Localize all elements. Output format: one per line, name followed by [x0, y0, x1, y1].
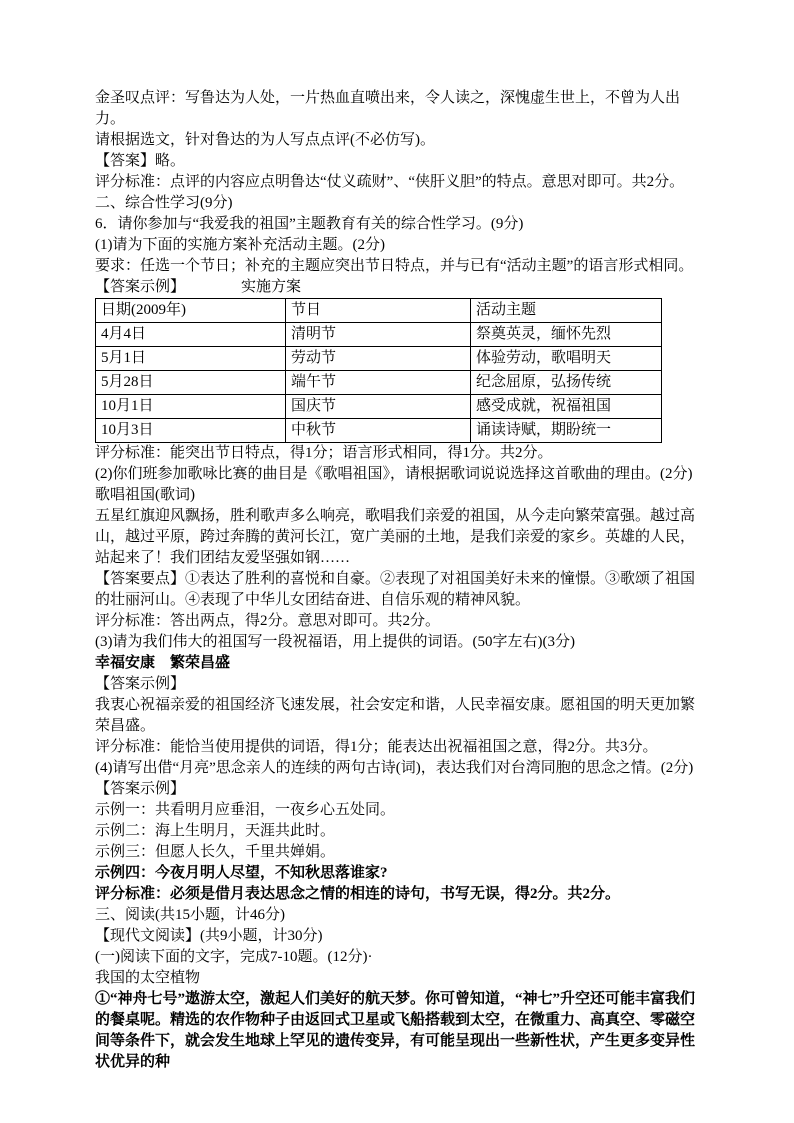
cell-festival: 清明节: [286, 323, 471, 347]
question-line: (3)请为我们伟大的祖国写一段祝福语，用上提供的词语。(50字左右)(3分): [95, 634, 575, 650]
section-heading: 二、综合性学习(9分): [95, 195, 233, 211]
scoring-standard-line: 评分标准：能突出节日特点，得1分；语言形式相同，得1分。共2分。: [95, 445, 553, 461]
cell-date: 5月28日: [96, 371, 286, 395]
header-cell-date: 日期(2009年): [96, 299, 286, 323]
answer-example-heading: [95, 277, 702, 298]
question-line: (2)你们班参加歌咏比赛的曲目是《歌唱祖国》，请根据歌词说说选择这首歌曲的理由。(2分): [95, 466, 693, 482]
answer-example-label: 【答案示例】: [95, 279, 186, 295]
section-subheading: 【现代文阅读】(共9小题，计30分): [95, 928, 323, 944]
table-row: [96, 347, 662, 371]
header-cell-festival: 节日: [286, 299, 471, 323]
scoring-standard-line: 评分标准：必须是借月表达思念之情的相连的诗句，书写无误，得2分。共2分。: [95, 886, 621, 902]
example-line: 示例三：但愿人长久，千里共婵娟。: [95, 844, 336, 860]
article-paragraph: ①“神舟七号”遨游太空，激起人们美好的航天梦。你可曾知道，“神七”升空还可能丰富我们的餐桌呢。精选的农作物种子由返回式卫星或飞船搭载到太空，在微重力、高真空、零磁空间等条件下，就会发生地球上罕见的遗传变异，有可能呈现出一些新性状，产生更多变异性状优异的种: [95, 991, 696, 1070]
cell-date: 10月3日: [96, 419, 286, 443]
cell-date: 10月1日: [96, 395, 286, 419]
reading-instruction-line: (一)阅读下面的文字，完成7-10题。(12分)·: [95, 949, 373, 965]
requirement-line: 要求：任选一个节日；补充的主题应突出节日特点，并与已有“活动主题”的语言形式相同。: [95, 258, 694, 274]
question-line: (1)请为下面的实施方案补充活动主题。(2分): [95, 237, 385, 253]
article-title: 我国的太空植物: [95, 970, 201, 986]
example-line: 示例四：今夜月明人尽望，不知秋思落谁家?: [95, 865, 388, 881]
cell-theme: 体验劳动，歌唱明天: [471, 347, 662, 371]
answer-paragraph: 我衷心祝福亲爱的祖国经济飞速发展，社会安定和谐，人民幸福安康。愿祖国的明天更加繁荣昌盛。: [95, 697, 696, 734]
example-line: 示例二：海上生明月，天涯共此时。: [95, 823, 336, 839]
implementation-plan-table: [95, 298, 662, 443]
song-title-line: 歌唱祖国(歌词): [95, 487, 195, 503]
cell-theme: 祭奠英灵，缅怀先烈: [471, 323, 662, 347]
text-line: 金圣叹点评：写鲁达为人处，一片热血直喷出来，令人读之，深愧虚生世上，不曾为人出力。: [95, 90, 681, 127]
cell-date: 4月4日: [96, 323, 286, 347]
answer-points-paragraph: 【答案要点】①表达了胜利的喜悦和自豪。②表现了对祖国美好未来的憧憬。③歌颂了祖国的壮丽河山。④表现了中华儿女团结奋进、自信乐观的精神风貌。: [95, 571, 696, 608]
scoring-standard-line: 评分标准：能恰当使用提供的词语，得1分；能表达出祝福祖国之意，得2分。共3分。: [95, 739, 658, 755]
example-line: 示例一：共看明月应垂泪，一夜乡心五处同。: [95, 802, 396, 818]
cell-theme: 纪念屈原，弘扬传统: [471, 371, 662, 395]
answer-label-line: 【答案】略。: [95, 153, 186, 169]
cell-festival: 国庆节: [286, 395, 471, 419]
plan-title: 实施方案: [241, 279, 302, 295]
text-line: 请根据选文，针对鲁达的为人写点点评(不必仿写)。: [95, 132, 435, 148]
question-line: (4)请写出借“月亮”思念亲人的连续的两句古诗(词)，表达我们对台湾同胞的思念之情。(2分): [95, 760, 694, 776]
table-row: [96, 371, 662, 395]
table-row: [96, 419, 662, 443]
provided-words-line: 幸福安康 繁荣昌盛: [95, 655, 231, 671]
cell-theme: 诵读诗赋，期盼统一: [471, 419, 662, 443]
cell-festival: 中秋节: [286, 419, 471, 443]
table-row: [96, 395, 662, 419]
cell-theme: 感受成就，祝福祖国: [471, 395, 662, 419]
answer-example-label: 【答案示例】: [95, 781, 186, 797]
cell-festival: 端午节: [286, 371, 471, 395]
scoring-standard-line: 评分标准：点评的内容应点明鲁达“仗义疏财”、“侠肝义胆”的特点。意思对即可。共2分。: [95, 174, 685, 190]
question-line: 6．请你参加与“我爱我的祖国”主题教育有关的综合性学习。(9分): [95, 216, 524, 232]
answer-example-label: 【答案示例】: [95, 676, 186, 692]
table-row: [96, 323, 662, 347]
lyrics-paragraph: 五星红旗迎风飘扬，胜利歌声多么响亮，歌唱我们亲爱的祖国，从今走向繁荣富强。越过高山，越过平原，跨过奔腾的黄河长江，宽广美丽的土地，是我们亲爱的家乡。英雄的人民，站起来了！我们团结友爱坚强如钢……: [95, 508, 696, 566]
table-header-row: [96, 299, 662, 323]
header-cell-theme: 活动主题: [471, 299, 662, 323]
cell-festival: 劳动节: [286, 347, 471, 371]
scoring-standard-line: 评分标准：答出两点，得2分。意思对即可。共2分。: [95, 613, 441, 629]
cell-date: 5月1日: [96, 347, 286, 371]
section-heading: 三、阅读(共15小题，计46分): [95, 907, 285, 923]
